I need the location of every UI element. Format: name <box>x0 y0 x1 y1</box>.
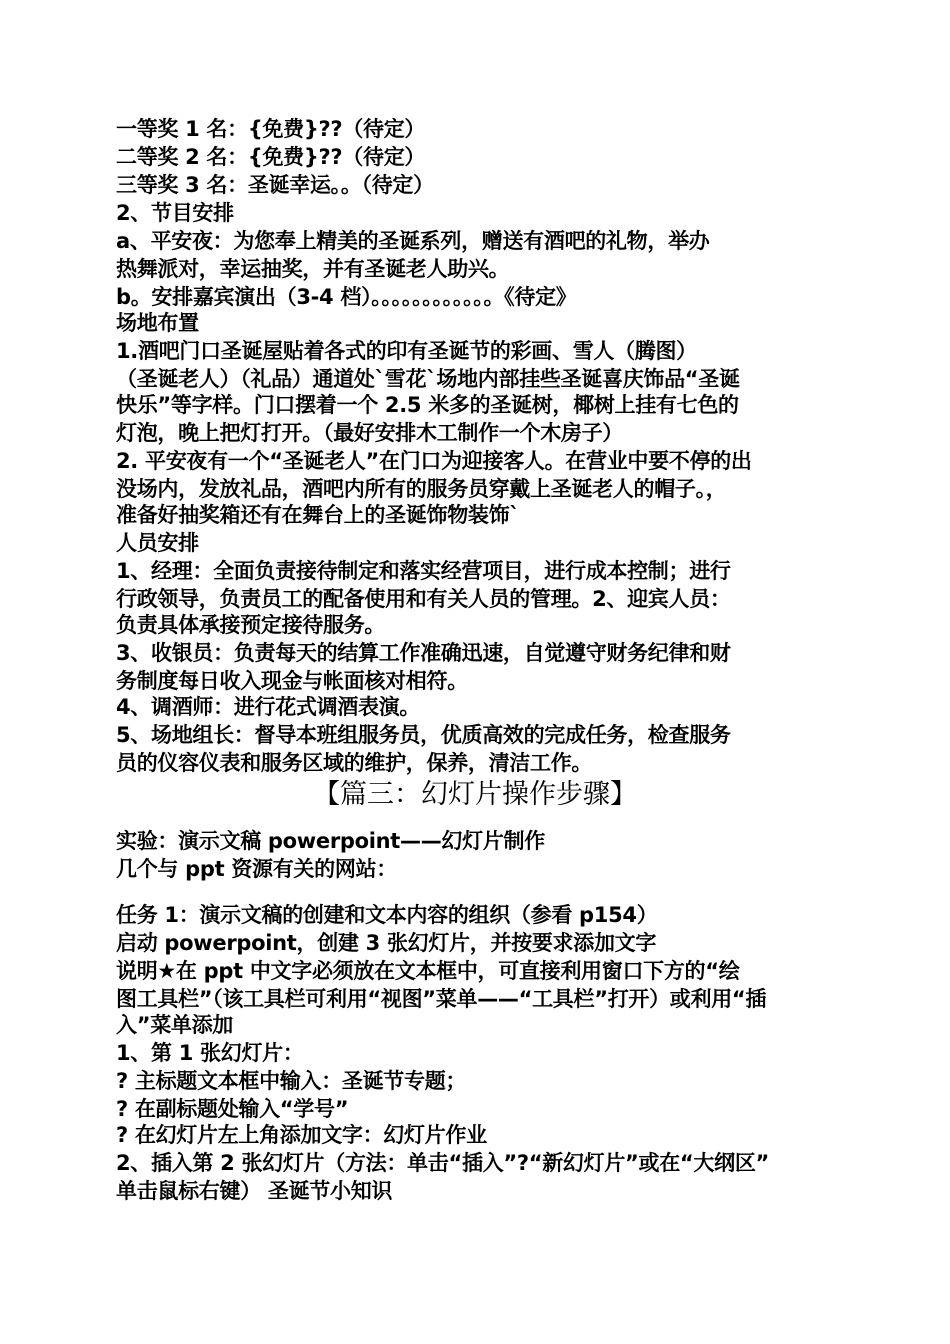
chapter-heading: 【篇三：幻灯片操作步骤】 <box>313 779 637 810</box>
text-line: 5、场地组长：督导本班组服务员，优质高效的完成任务，检查服务 <box>116 723 731 747</box>
text-line: 实验：演示文稿 powerpoint——幻灯片制作 <box>116 829 545 853</box>
text-line: 入”菜单添加 <box>116 1013 234 1037</box>
text-line: 负责具体承接预定接待服务。 <box>116 613 386 637</box>
text-line: 几个与 ppt 资源有关的网站： <box>116 857 397 881</box>
text-line: 启动 powerpoint，创建 3 张幻灯片，并按要求添加文字 <box>116 931 657 955</box>
text-line: 1.酒吧门口圣诞屋贴着各式的印有圣诞节的彩画、雪人（腾图） <box>116 339 697 363</box>
text-line: 热舞派对，幸运抽奖，并有圣诞老人助兴。 <box>116 257 510 281</box>
text-line: 务制度每日收入现金与帐面核对相符。 <box>116 669 468 693</box>
text-line: a、平安夜：为您奉上精美的圣诞系列，赠送有酒吧的礼物，举办 <box>116 229 710 253</box>
text-line: 准备好抽奖箱还有在舞台上的圣诞饰物装饰` <box>116 503 520 527</box>
text-line: ? 主标题文本框中输入：圣诞节专题； <box>116 1069 467 1093</box>
text-line: 图工具栏”（该工具栏可利用“视图”菜单——“工具栏”打开）或利用“插 <box>116 987 767 1011</box>
text-line: 2、插入第 2 张幻灯片（方法：单击“插入”?“新幻灯片”或在“大纲区” <box>116 1151 770 1175</box>
text-line: 一等奖 1 名：{免费}??（待定） <box>116 117 426 141</box>
text-line: 说明★在 ppt 中文字必须放在文本框中，可直接利用窗口下方的“绘 <box>116 959 740 983</box>
text-line: b。安排嘉宾演出（3-4 档）。。。。。。。。。。。。《待定》 <box>116 285 577 309</box>
text-line: 场地布置 <box>116 311 199 335</box>
text-line: 3、收银员：负责每天的结算工作准确迅速，自觉遵守财务纪律和财 <box>116 641 731 665</box>
text-line: （圣诞老人）（礼品）通道处`雪花`场地内部挂些圣诞喜庆饰品“圣诞 <box>116 367 740 391</box>
text-line: 任务 1：演示文稿的创建和文本内容的组织（参看 p154） <box>116 903 658 927</box>
text-line: 快乐”等字样。门口摆着一个 2.5 米多的圣诞树，椰树上挂有七色的 <box>116 393 739 417</box>
text-line: 二等奖 2 名：{免费}??（待定） <box>116 145 426 169</box>
text-line: 2. 平安夜有一个“圣诞老人”在门口为迎接客人。在营业中要不停的出 <box>116 449 752 473</box>
text-line: 灯泡，晚上把灯打开。（最好安排木工制作一个木房子） <box>116 421 623 445</box>
text-line: 员的仪容仪表和服务区域的维护，保养，清洁工作。 <box>116 751 593 775</box>
text-line: 没场内，发放礼品，酒吧内所有的服务员穿戴上圣诞老人的帽子。， <box>116 477 727 501</box>
section-title: 人员安排 <box>116 531 199 555</box>
text-line: 1、经理：全面负责接待制定和落实经营项目，进行成本控制；进行 <box>116 559 731 583</box>
text-line: 三等奖 3 名：圣诞幸运。。（待定） <box>116 173 434 197</box>
text-line: 1、第 1 张幻灯片： <box>116 1041 304 1065</box>
text-line: 单击鼠标右键） 圣诞节小知识 <box>116 1179 393 1203</box>
text-line: 行政领导，负责员工的配备使用和有关人员的管理。2、迎宾人员： <box>116 587 731 611</box>
text-line: 2、节目安排 <box>116 201 234 225</box>
text-line: 4、调酒师：进行花式调酒表演。 <box>116 695 421 719</box>
text-line: ? 在副标题处输入“学号” <box>116 1097 349 1121</box>
text-line: ? 在幻灯片左上角添加文字：幻灯片作业 <box>116 1123 487 1147</box>
